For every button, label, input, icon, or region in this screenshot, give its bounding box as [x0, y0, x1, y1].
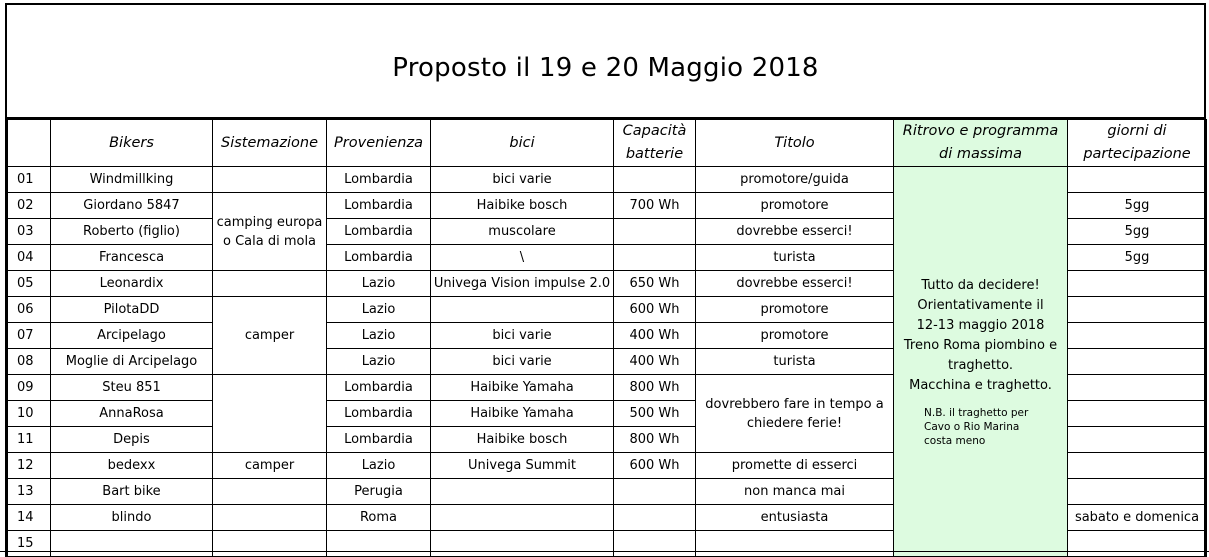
ritrovo-line: traghetto. [948, 357, 1013, 373]
provenienza-cell: Lombardia [327, 167, 431, 193]
bici-cell: bici varie [431, 323, 614, 349]
ritrovo-line: Tutto da decidere! [921, 277, 1040, 293]
titolo-cell: non manca mai [696, 479, 894, 505]
bici-cell: \ [431, 245, 614, 271]
title-area [7, 5, 1204, 119]
ritrovo-line: Treno Roma piombino e [903, 337, 1058, 353]
header-num [8, 120, 51, 167]
page-title: Proposto il 19 e 20 Maggio 2018 [392, 53, 819, 83]
bici-cell [431, 297, 614, 323]
header-sistemazione: Sistemazione [213, 120, 327, 167]
sistemazione-cell [213, 271, 327, 297]
header-provenienza: Provenienza [327, 120, 431, 167]
titolo-cell: turista [696, 245, 894, 271]
row-number: 03 [8, 219, 51, 245]
note-line: Cavo o Rio Marina [924, 420, 1020, 433]
header-capacita [614, 120, 696, 167]
ritrovo-line: 12-13 maggio 2018 [916, 317, 1045, 333]
header-capacita-line-2: batterie [625, 146, 684, 162]
sistemazione-cell [213, 479, 327, 505]
sistemazione-cell [213, 531, 327, 557]
biker-name: Bart bike [51, 479, 213, 505]
provenienza-cell: Lazio [327, 297, 431, 323]
capacita-cell: 650 Wh [614, 271, 696, 297]
provenienza-cell: Roma [327, 505, 431, 531]
header-bikers: Bikers [51, 120, 213, 167]
provenienza-cell: Lombardia [327, 427, 431, 453]
capacita-cell: 800 Wh [614, 375, 696, 401]
capacita-cell [614, 479, 696, 505]
bici-cell [431, 505, 614, 531]
biker-name: Steu 851 [51, 375, 213, 401]
biker-name: Depis [51, 427, 213, 453]
sistemazione-cell [213, 375, 327, 453]
bikers-table [7, 119, 1207, 557]
giorni-cell: 5gg [1068, 245, 1207, 271]
biker-name: Francesca [51, 245, 213, 271]
ritrovo-note [898, 406, 1063, 448]
biker-name [51, 531, 213, 557]
row-number: 02 [8, 193, 51, 219]
bici-cell: Haibike bosch [431, 193, 614, 219]
bici-cell: Univega Summit [431, 453, 614, 479]
bici-cell: Haibike bosch [431, 427, 614, 453]
provenienza-cell: Lombardia [327, 245, 431, 271]
titolo-ferie-cell: dovrebbero fare in tempo a chiedere ferie! [696, 375, 894, 453]
bici-cell: bici varie [431, 167, 614, 193]
row-number: 06 [8, 297, 51, 323]
provenienza-cell: Lombardia [327, 375, 431, 401]
biker-name: bedexx [51, 453, 213, 479]
row-number: 04 [8, 245, 51, 271]
row-number: 01 [8, 167, 51, 193]
provenienza-cell: Lombardia [327, 219, 431, 245]
giorni-cell: sabato e domenica [1068, 505, 1207, 531]
table-row [8, 167, 1207, 193]
capacita-cell [614, 531, 696, 557]
giorni-cell [1068, 453, 1207, 479]
titolo-cell: promotore [696, 323, 894, 349]
header-row [8, 120, 1207, 167]
bici-cell: Haibike Yamaha [431, 401, 614, 427]
provenienza-cell: Lazio [327, 349, 431, 375]
titolo-cell: promette di esserci [696, 453, 894, 479]
capacita-cell: 500 Wh [614, 401, 696, 427]
row-number: 14 [8, 505, 51, 531]
provenienza-cell: Lazio [327, 323, 431, 349]
giorni-cell [1068, 349, 1207, 375]
capacita-cell: 600 Wh [614, 297, 696, 323]
giorni-cell [1068, 271, 1207, 297]
giorni-cell [1068, 531, 1207, 557]
header-giorni-line-1: giorni di [1107, 123, 1167, 139]
bici-cell [431, 479, 614, 505]
header-titolo: Titolo [696, 120, 894, 167]
biker-name: AnnaRosa [51, 401, 213, 427]
row-number: 05 [8, 271, 51, 297]
note-line: N.B. il traghetto per [924, 406, 1029, 419]
giorni-cell [1068, 401, 1207, 427]
note-line: costa meno [924, 434, 986, 447]
biker-name: Leonardix [51, 271, 213, 297]
sistemazione-camper-cell: camper [213, 453, 327, 479]
sistemazione-cell [213, 167, 327, 193]
ritrovo-line: Macchina e traghetto. [909, 377, 1052, 393]
header-ritrovo-line-2: di massima [939, 146, 1022, 162]
capacita-cell [614, 245, 696, 271]
giorni-cell [1068, 167, 1207, 193]
titolo-cell: turista [696, 349, 894, 375]
bici-cell [431, 531, 614, 557]
provenienza-cell: Lazio [327, 453, 431, 479]
titolo-cell: promotore [696, 297, 894, 323]
titolo-cell: promotore/guida [696, 167, 894, 193]
capacita-cell [614, 505, 696, 531]
capacita-cell [614, 219, 696, 245]
titolo-cell [696, 531, 894, 557]
giorni-cell: 5gg [1068, 219, 1207, 245]
row-number: 15 [8, 531, 51, 557]
row-number: 09 [8, 375, 51, 401]
capacita-cell: 400 Wh [614, 349, 696, 375]
provenienza-cell: Lombardia [327, 193, 431, 219]
giorni-cell [1068, 297, 1207, 323]
biker-name: blindo [51, 505, 213, 531]
titolo-cell: dovrebbe esserci! [696, 271, 894, 297]
provenienza-cell [327, 531, 431, 557]
bici-cell: Haibike Yamaha [431, 375, 614, 401]
biker-name: Windmillking [51, 167, 213, 193]
header-ritrovo-line-1: Ritrovo e programma [902, 123, 1059, 139]
sistemazione-camper-cell: camper [213, 297, 327, 375]
sistemazione-camping-cell: camping europa o Cala di mola [213, 193, 327, 271]
titolo-cell: entusiasta [696, 505, 894, 531]
row-number: 13 [8, 479, 51, 505]
capacita-cell [614, 167, 696, 193]
titolo-cell: promotore [696, 193, 894, 219]
capacita-cell: 700 Wh [614, 193, 696, 219]
biker-name: Roberto (figlio) [51, 219, 213, 245]
bici-cell: Univega Vision impulse 2.0 [431, 271, 614, 297]
giorni-cell [1068, 479, 1207, 505]
header-giorni-line-2: partecipazione [1083, 146, 1191, 162]
giorni-cell [1068, 427, 1207, 453]
provenienza-cell: Lombardia [327, 401, 431, 427]
biker-name: Giordano 5847 [51, 193, 213, 219]
ritrovo-programma-cell [894, 167, 1068, 557]
row-number: 07 [8, 323, 51, 349]
header-ritrovo [894, 120, 1068, 167]
bottom-border [0, 551, 1209, 552]
giorni-cell [1068, 323, 1207, 349]
provenienza-cell: Lazio [327, 271, 431, 297]
row-number: 11 [8, 427, 51, 453]
giorni-cell: 5gg [1068, 193, 1207, 219]
row-number: 08 [8, 349, 51, 375]
bici-cell: bici varie [431, 349, 614, 375]
giorni-cell [1068, 375, 1207, 401]
provenienza-cell: Perugia [327, 479, 431, 505]
row-number: 10 [8, 401, 51, 427]
sistemazione-cell [213, 505, 327, 531]
biker-name: Moglie di Arcipelago [51, 349, 213, 375]
biker-name: Arcipelago [51, 323, 213, 349]
header-giorni [1068, 120, 1207, 167]
capacita-cell: 800 Wh [614, 427, 696, 453]
biker-name: PilotaDD [51, 297, 213, 323]
capacita-cell: 600 Wh [614, 453, 696, 479]
titolo-cell: dovrebbe esserci! [696, 219, 894, 245]
capacita-cell: 400 Wh [614, 323, 696, 349]
ritrovo-main-text [898, 276, 1063, 396]
bici-cell: muscolare [431, 219, 614, 245]
ritrovo-line: Orientativamente il [917, 297, 1044, 313]
header-bici: bici [431, 120, 614, 167]
header-capacita-line-1: Capacità [622, 123, 687, 139]
spreadsheet-sheet [5, 3, 1206, 557]
row-number: 12 [8, 453, 51, 479]
